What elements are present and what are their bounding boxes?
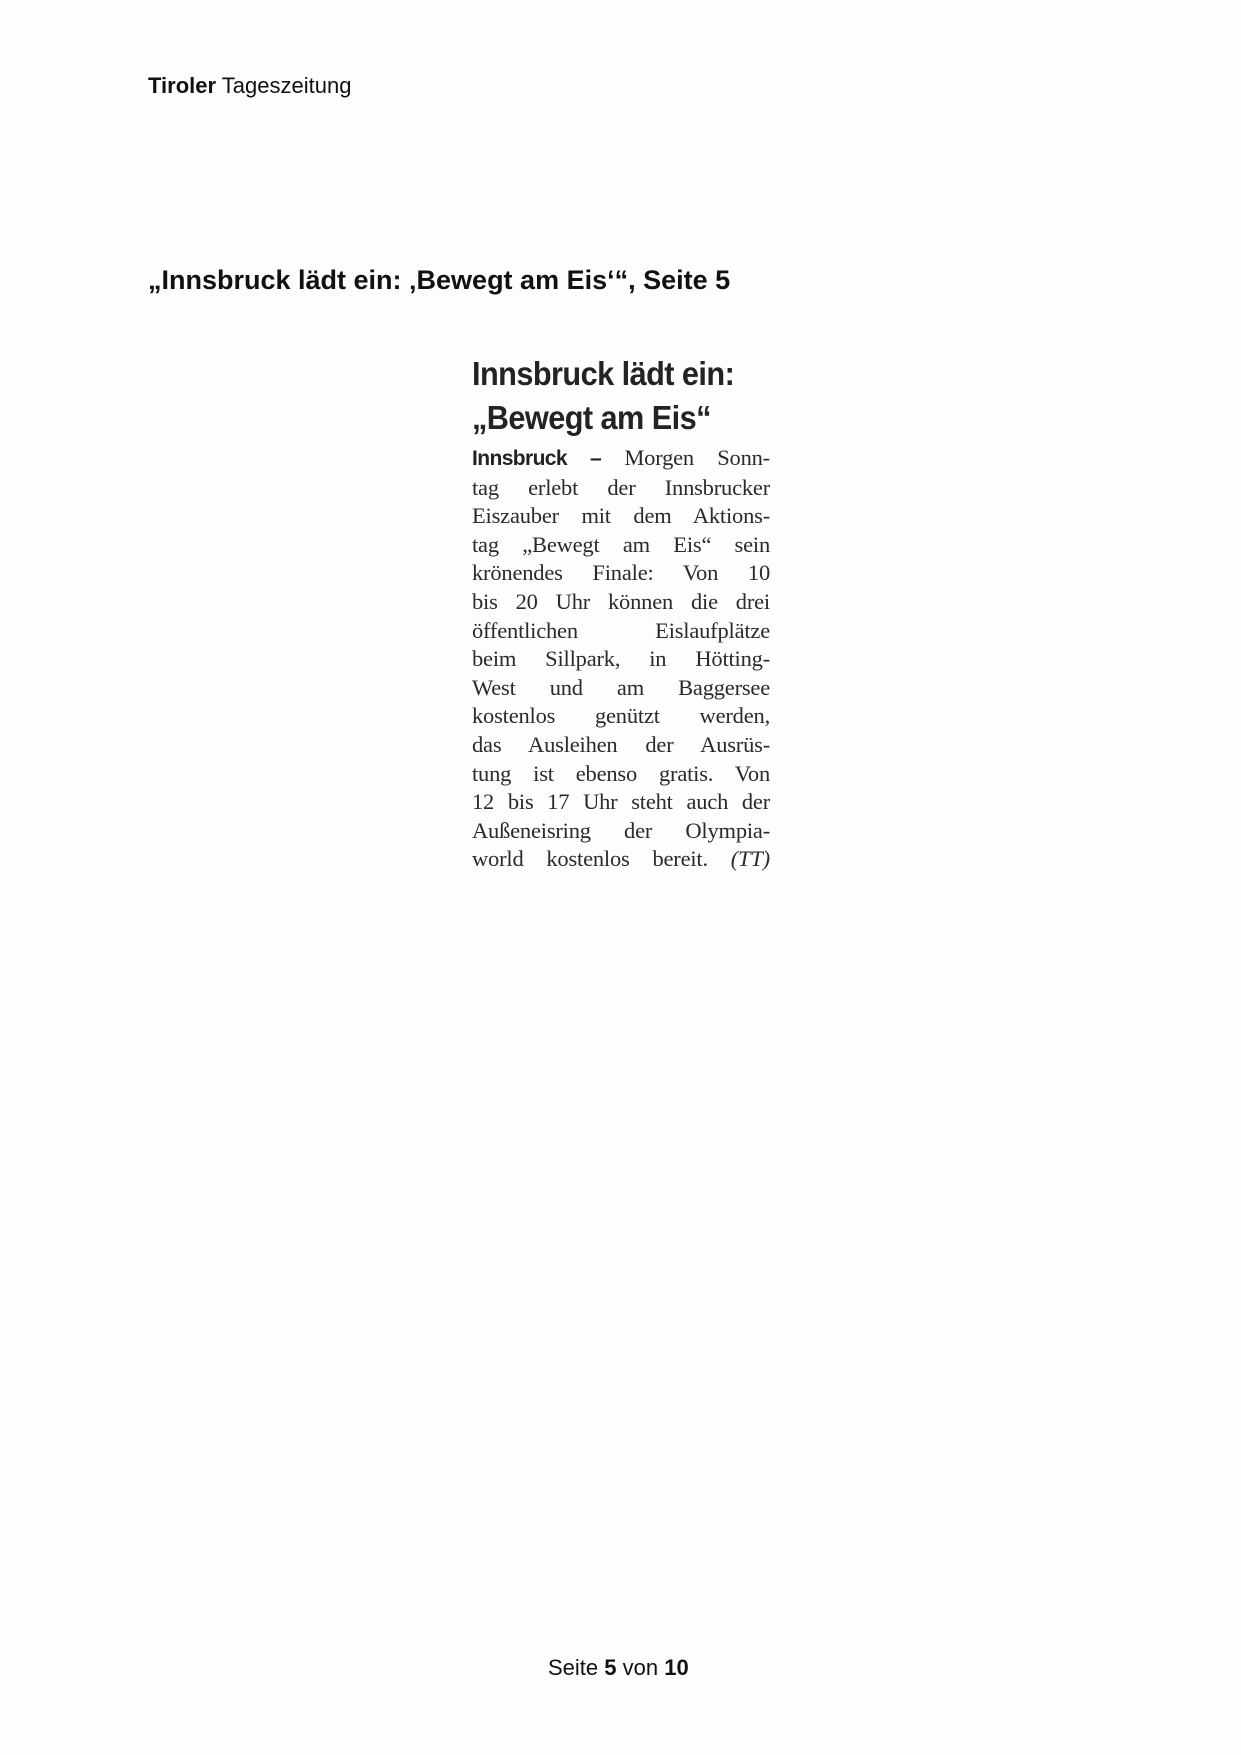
total-pages: 10	[664, 1655, 689, 1680]
current-page: 5	[604, 1655, 617, 1680]
clipping-body-line: das Ausleihen der Ausrüs-	[472, 731, 770, 757]
clipping-body-line: beim Sillpark, in Hötting-	[472, 646, 770, 672]
clipping-body-line: 12 bis 17 Uhr steht auch der	[472, 789, 770, 815]
clipping-body-line: tag „Bewegt am Eis“ sein	[472, 531, 770, 557]
clipping-body-line: öffentlichen Eislaufplätze	[472, 617, 770, 643]
clipping-body	[472, 444, 770, 874]
clipping-body-line: tung ist ebenso gratis. Von	[472, 760, 770, 786]
clipping-body-line: bis 20 Uhr können die drei	[472, 588, 770, 614]
page-number-separator: von	[622, 1655, 659, 1680]
clipping-body-line: Außeneisring der Olympia-	[472, 817, 770, 843]
page-number-prefix: Seite	[548, 1655, 599, 1680]
clipping-body-text: Morgen Sonn-	[624, 445, 770, 470]
clipping-headline-line: Innsbruck lädt ein:	[472, 355, 735, 392]
clipping-body-line	[472, 444, 770, 474]
clipping-body-line: tag erlebt der Innsbrucker	[472, 474, 770, 500]
clipping-body-text: world kostenlos bereit.	[472, 846, 708, 872]
clipping-body-line: West und am Baggersee	[472, 674, 770, 700]
newspaper-clipping	[472, 352, 770, 874]
publication-name-rest: Tageszeitung	[221, 73, 352, 98]
clipping-body-line: kostenlos genützt werden,	[472, 703, 770, 729]
document-title: „Innsbruck lädt ein: ‚Bewegt am Eis‘“, Seite 5	[148, 265, 731, 295]
clipping-headline	[472, 352, 749, 440]
clipping-body-line: Eiszauber mit dem Aktions-	[472, 503, 770, 529]
clipping-signature: (TT)	[730, 846, 770, 872]
clipping-body-line: krönendes Finale: Von 10	[472, 560, 770, 586]
publication-name-bold: Tiroler	[148, 73, 217, 98]
clipping-body-line	[472, 845, 770, 874]
publication-header	[148, 72, 351, 100]
clipping-dateline: Innsbruck –	[472, 447, 602, 470]
clipping-headline-line: „Bewegt am Eis“	[472, 399, 711, 436]
page-number	[548, 1654, 689, 1682]
